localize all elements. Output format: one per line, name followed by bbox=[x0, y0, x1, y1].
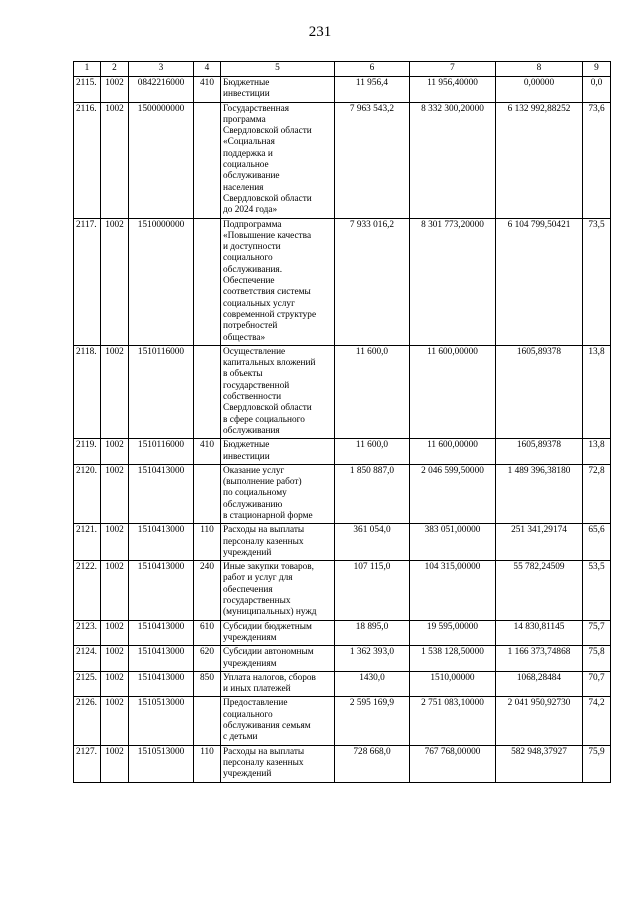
column-header: 1 bbox=[74, 62, 101, 77]
section-code: 1002 bbox=[101, 745, 129, 782]
amount-col8: 1068,28484 bbox=[496, 671, 583, 697]
amount-col7: 19 595,00000 bbox=[410, 620, 496, 646]
row-number: 2118. bbox=[74, 345, 101, 438]
percent-col9: 13,8 bbox=[583, 345, 611, 438]
amount-col8: 55 782,24509 bbox=[496, 561, 583, 620]
percent-col9: 75,7 bbox=[583, 620, 611, 646]
expense-type-code bbox=[194, 464, 221, 523]
section-code: 1002 bbox=[101, 671, 129, 697]
amount-col7: 11 600,00000 bbox=[410, 439, 496, 465]
item-name: Бюджетные инвестиции bbox=[221, 439, 335, 465]
target-code: 1510000000 bbox=[129, 218, 194, 345]
item-name: Подпрограмма «Повышение качества и доступности социального обслуживания. Обеспечение соответствия системы социальных услуг современной структуре потребностей общества» bbox=[221, 218, 335, 345]
amount-col6: 2 595 169,9 bbox=[335, 697, 410, 745]
amount-col7: 11 600,00000 bbox=[410, 345, 496, 438]
amount-col6: 728 668,0 bbox=[335, 745, 410, 782]
column-header: 4 bbox=[194, 62, 221, 77]
column-header: 2 bbox=[101, 62, 129, 77]
column-header: 6 bbox=[335, 62, 410, 77]
section-code: 1002 bbox=[101, 439, 129, 465]
expense-type-code: 410 bbox=[194, 439, 221, 465]
row-number: 2125. bbox=[74, 671, 101, 697]
row-number: 2123. bbox=[74, 620, 101, 646]
section-code: 1002 bbox=[101, 620, 129, 646]
item-name: Осуществление капитальных вложений в объекты государственной собственности Свердловской области в сфере социального обслуживания bbox=[221, 345, 335, 438]
row-number: 2116. bbox=[74, 102, 101, 218]
item-name: Субсидии бюджетным учреждениям bbox=[221, 620, 335, 646]
amount-col7: 767 768,00000 bbox=[410, 745, 496, 782]
amount-col7: 8 301 773,20000 bbox=[410, 218, 496, 345]
amount-col7: 1510,00000 bbox=[410, 671, 496, 697]
amount-col7: 383 051,00000 bbox=[410, 524, 496, 561]
item-name: Расходы на выплаты персоналу казенных учреждений bbox=[221, 524, 335, 561]
table-row bbox=[74, 671, 611, 697]
section-code: 1002 bbox=[101, 345, 129, 438]
expense-type-code: 240 bbox=[194, 561, 221, 620]
target-code: 1510413000 bbox=[129, 671, 194, 697]
expense-type-code bbox=[194, 345, 221, 438]
expense-type-code bbox=[194, 697, 221, 745]
row-number: 2122. bbox=[74, 561, 101, 620]
amount-col8: 1 489 396,38180 bbox=[496, 464, 583, 523]
amount-col8: 6 104 799,50421 bbox=[496, 218, 583, 345]
item-name: Оказание услуг (выполнение работ) по социальному обслуживанию в стационарной форме bbox=[221, 464, 335, 523]
section-code: 1002 bbox=[101, 646, 129, 672]
target-code: 1510413000 bbox=[129, 524, 194, 561]
amount-col8: 1605,89378 bbox=[496, 345, 583, 438]
target-code: 1510513000 bbox=[129, 697, 194, 745]
amount-col8: 1 166 373,74868 bbox=[496, 646, 583, 672]
table-row bbox=[74, 464, 611, 523]
expense-type-code: 610 bbox=[194, 620, 221, 646]
section-code: 1002 bbox=[101, 218, 129, 345]
amount-col6: 361 054,0 bbox=[335, 524, 410, 561]
expense-type-code bbox=[194, 218, 221, 345]
percent-col9: 75,8 bbox=[583, 646, 611, 672]
amount-col7: 11 956,40000 bbox=[410, 77, 496, 103]
amount-col8: 0,00000 bbox=[496, 77, 583, 103]
table-row bbox=[74, 218, 611, 345]
item-name: Государственная программа Свердловской области «Социальная поддержка и социальное обслуживание населения Свердловской области до 2024 года» bbox=[221, 102, 335, 218]
percent-col9: 13,8 bbox=[583, 439, 611, 465]
target-code: 1510116000 bbox=[129, 345, 194, 438]
table-row bbox=[74, 439, 611, 465]
amount-col8: 14 830,81145 bbox=[496, 620, 583, 646]
amount-col8: 251 341,29174 bbox=[496, 524, 583, 561]
table-row bbox=[74, 524, 611, 561]
table-row bbox=[74, 345, 611, 438]
amount-col6: 1430,0 bbox=[335, 671, 410, 697]
target-code: 0842216000 bbox=[129, 77, 194, 103]
percent-col9: 70,7 bbox=[583, 671, 611, 697]
table-row bbox=[74, 620, 611, 646]
column-header: 8 bbox=[496, 62, 583, 77]
expense-type-code: 850 bbox=[194, 671, 221, 697]
expense-type-code: 620 bbox=[194, 646, 221, 672]
item-name: Предоставление социального обслуживания семьям с детьми bbox=[221, 697, 335, 745]
column-header: 3 bbox=[129, 62, 194, 77]
target-code: 1510513000 bbox=[129, 745, 194, 782]
percent-col9: 53,5 bbox=[583, 561, 611, 620]
table-row bbox=[74, 697, 611, 745]
row-number: 2127. bbox=[74, 745, 101, 782]
amount-col7: 8 332 300,20000 bbox=[410, 102, 496, 218]
item-name: Субсидии автономным учреждениям bbox=[221, 646, 335, 672]
column-header: 7 bbox=[410, 62, 496, 77]
header-row bbox=[74, 62, 611, 77]
section-code: 1002 bbox=[101, 102, 129, 218]
amount-col8: 1605,89378 bbox=[496, 439, 583, 465]
target-code: 1510413000 bbox=[129, 620, 194, 646]
percent-col9: 72,8 bbox=[583, 464, 611, 523]
percent-col9: 73,5 bbox=[583, 218, 611, 345]
amount-col6: 11 956,4 bbox=[335, 77, 410, 103]
item-name: Бюджетные инвестиции bbox=[221, 77, 335, 103]
amount-col7: 2 046 599,50000 bbox=[410, 464, 496, 523]
table-row bbox=[74, 561, 611, 620]
amount-col6: 1 850 887,0 bbox=[335, 464, 410, 523]
amount-col7: 104 315,00000 bbox=[410, 561, 496, 620]
table-row bbox=[74, 646, 611, 672]
amount-col6: 11 600,0 bbox=[335, 345, 410, 438]
amount-col6: 1 362 393,0 bbox=[335, 646, 410, 672]
amount-col8: 582 948,37927 bbox=[496, 745, 583, 782]
section-code: 1002 bbox=[101, 697, 129, 745]
row-number: 2126. bbox=[74, 697, 101, 745]
expense-type-code: 110 bbox=[194, 524, 221, 561]
column-header: 9 bbox=[583, 62, 611, 77]
percent-col9: 73,6 bbox=[583, 102, 611, 218]
column-header: 5 bbox=[221, 62, 335, 77]
item-name: Расходы на выплаты персоналу казенных учреждений bbox=[221, 745, 335, 782]
target-code: 1500000000 bbox=[129, 102, 194, 218]
expense-type-code: 110 bbox=[194, 745, 221, 782]
target-code: 1510116000 bbox=[129, 439, 194, 465]
target-code: 1510413000 bbox=[129, 464, 194, 523]
amount-col6: 107 115,0 bbox=[335, 561, 410, 620]
row-number: 2124. bbox=[74, 646, 101, 672]
row-number: 2119. bbox=[74, 439, 101, 465]
row-number: 2117. bbox=[74, 218, 101, 345]
amount-col6: 11 600,0 bbox=[335, 439, 410, 465]
amount-col8: 6 132 992,88252 bbox=[496, 102, 583, 218]
item-name: Иные закупки товаров, работ и услуг для обеспечения государственных (муниципальных) нужд bbox=[221, 561, 335, 620]
section-code: 1002 bbox=[101, 524, 129, 561]
amount-col6: 18 895,0 bbox=[335, 620, 410, 646]
section-code: 1002 bbox=[101, 464, 129, 523]
row-number: 2121. bbox=[74, 524, 101, 561]
table-row bbox=[74, 77, 611, 103]
row-number: 2120. bbox=[74, 464, 101, 523]
item-name: Уплата налогов, сборов и иных платежей bbox=[221, 671, 335, 697]
table-row bbox=[74, 745, 611, 782]
page-number: 231 bbox=[308, 24, 332, 40]
table-row bbox=[74, 102, 611, 218]
row-number: 2115. bbox=[74, 77, 101, 103]
amount-col7: 1 538 128,50000 bbox=[410, 646, 496, 672]
section-code: 1002 bbox=[101, 561, 129, 620]
target-code: 1510413000 bbox=[129, 561, 194, 620]
percent-col9: 74,2 bbox=[583, 697, 611, 745]
amount-col6: 7 933 016,2 bbox=[335, 218, 410, 345]
percent-col9: 0,0 bbox=[583, 77, 611, 103]
percent-col9: 75,9 bbox=[583, 745, 611, 782]
expense-type-code: 410 bbox=[194, 77, 221, 103]
amount-col8: 2 041 950,92730 bbox=[496, 697, 583, 745]
section-code: 1002 bbox=[101, 77, 129, 103]
percent-col9: 65,6 bbox=[583, 524, 611, 561]
expense-type-code bbox=[194, 102, 221, 218]
target-code: 1510413000 bbox=[129, 646, 194, 672]
amount-col6: 7 963 543,2 bbox=[335, 102, 410, 218]
amount-col7: 2 751 083,10000 bbox=[410, 697, 496, 745]
budget-table bbox=[73, 61, 611, 783]
